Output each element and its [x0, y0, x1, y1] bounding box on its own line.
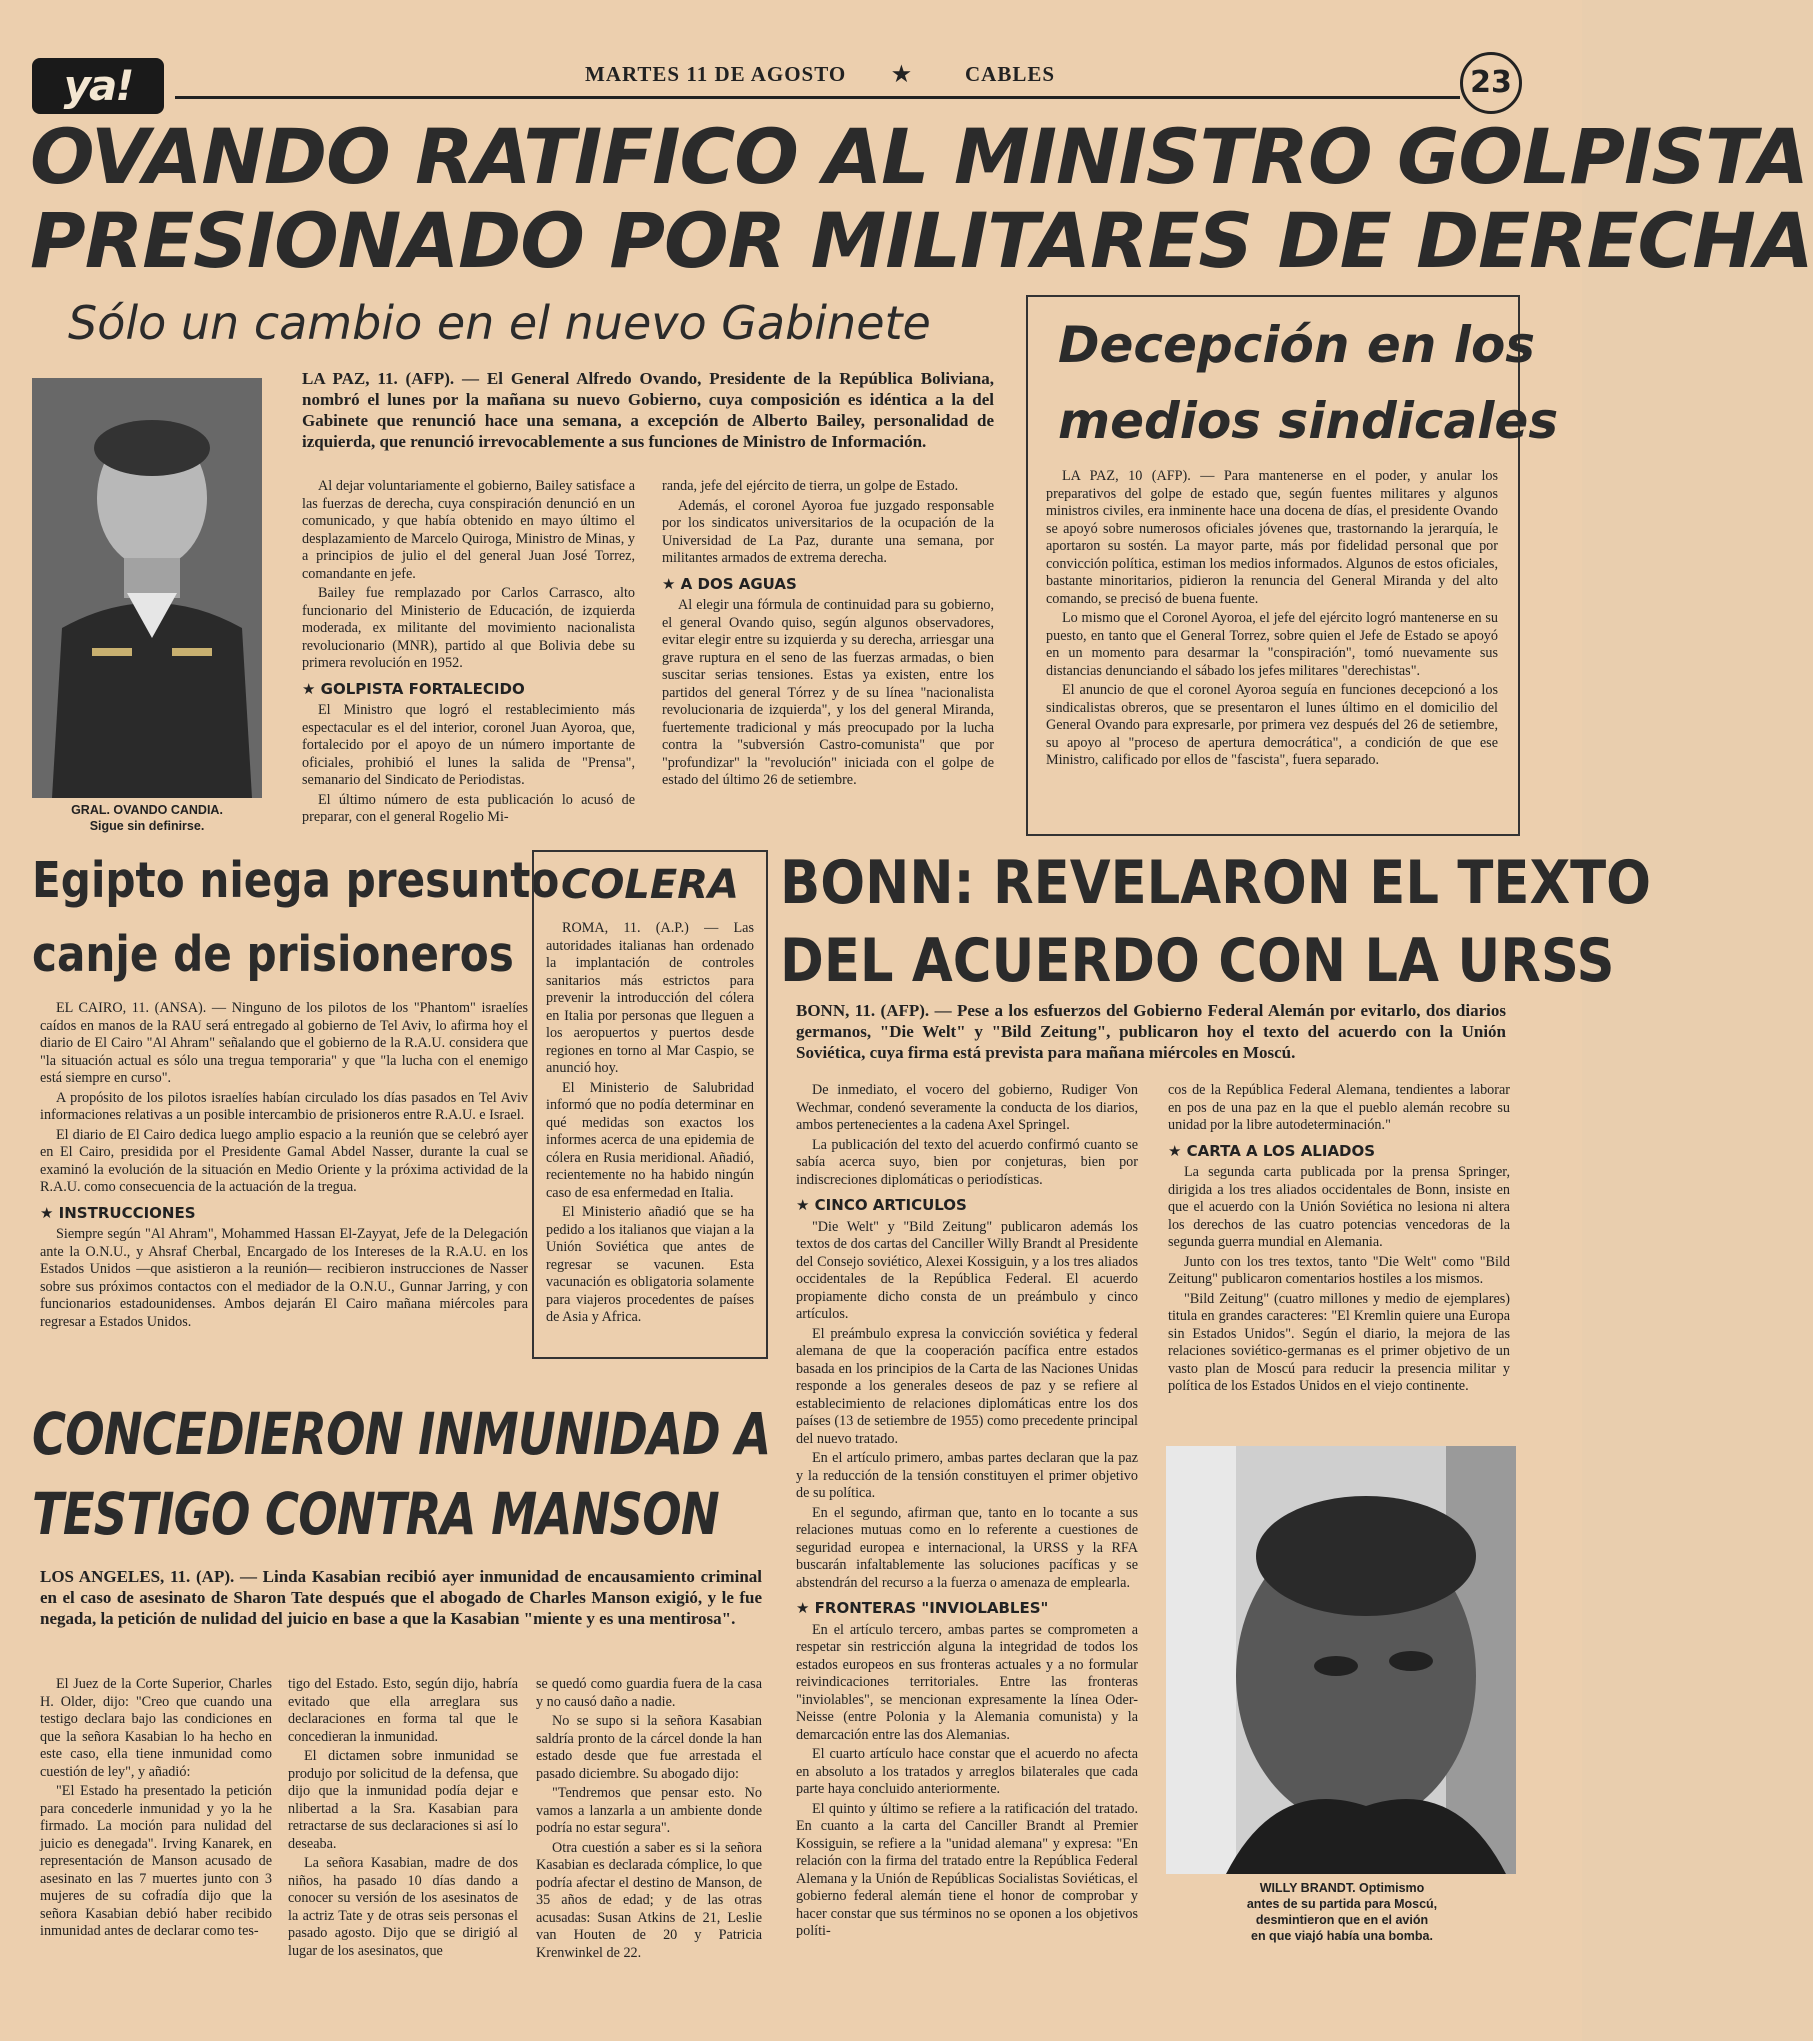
- paragraph: El Juez de la Corte Superior, Charles H. Older, dijo: "Creo que cuando una testigo declara bajo las condiciones en que la señora Kasabian lo ha hecho en este caso, ella tiene inmunidad como cuestión de ley", y añadió:: [40, 1676, 272, 1780]
- paragraph: El cuarto artículo hace constar que el acuerdo no afecta en absoluto a los tratados y arreglos bilaterales que cada parte haya concluido anteriormente.: [796, 1746, 1138, 1797]
- main-story-lead: LA PAZ, 11. (AFP). — El General Alfredo Ovando, Presidente de la República Boliviana, nombró el lunes por la mañana su nuevo Gobierno, cuya composición es idéntica a la del Gabinete que renunció hace una semana, a excepción de Alberto Bailey, personalidad de izquierda, que renunció irrevocablemente a sus funciones de Ministro de Información.: [302, 369, 994, 451]
- page-number: 23: [1460, 52, 1522, 114]
- section-heading: ★ GOLPISTA FORTALECIDO: [302, 679, 525, 698]
- paragraph: El último número de esta publicación lo acusó de preparar, con el general Rogelio Mi-: [302, 791, 635, 825]
- main-story-column-1: [302, 478, 635, 833]
- paragraph: El Ministerio de Salubridad informó que no podía determinar en qué medidas son exactos los informes acerca de una epidemia de cólera en Rusia meridional. Añadió, recientemente no ha habido ningún caso de esa enfermedad en Italia.: [546, 1079, 754, 1201]
- paragraph: Además, el coronel Ayoroa fue juzgado responsable por los sindicatos universitarios de la ocupación de la Universidad de La Paz, durante una semana, por militantes armados de extrema derecha.: [662, 497, 994, 566]
- bonn-column-1: [796, 1082, 1138, 2012]
- paragraph: randa, jefe del ejército de tierra, un golpe de Estado.: [662, 478, 959, 494]
- main-headline-line-1: OVANDO RATIFICO AL MINISTRO GOLPISTA: [30, 112, 1808, 201]
- paragraph: Bailey fue remplazado por Carlos Carrasco, alto funcionario del Ministerio de Educación, de izquierda moderada, ex militante del movimiento nacionalista revolucionario (MNR), partido al que Bolivia debe su primera revolución en 1952.: [302, 585, 635, 671]
- egipto-headline-line-2: canje de prisioneros: [32, 926, 514, 983]
- main-headline-line-2: PRESIONADO POR MILITARES DE DERECHA: [30, 196, 1813, 285]
- paragraph: El quinto y último se refiere a la ratificación del tratado. En cuanto a la carta del Canciller Brandt al Premier Kossiguin, se refiere a la "unidad alemana" y expresa: "En relación con la firma del tratado entre la República Federal Alemana y la Unión de Repúblicas Socialistas Soviéticas, el gobierno federal alemán tiene el honor de comprobar y hacer constar que sus términos no se oponen a los objetivos políti-: [796, 1800, 1138, 1939]
- paragraph: El anuncio de que el coronel Ayoroa seguía en funciones decepcionó a los sindicalistas obreros, que se presentaron el lunes último en el domicilio del General Ovando para expresarle, por primera vez después del 26 de setiembre, su apoyo al "proceso de apertura democrática", a condición de que ese Ministro, calificado por ellos de "fascista", fuera separado.: [1046, 682, 1498, 768]
- paragraph: Siempre según "Al Ahram", Mohammed Hassan El-Zayyat, Jefe de la Delegación ante la O.N.U., y Ahsraf Cherbal, Encargado de los Intereses de la R.A.U. en los Estados Unidos —que asistieron a la reunión— recibieron instrucciones de Nasser sobre sus próximos contactos con el mediador de la O.N.U., Gunnar Jarring, y con funcionarios estadounidenses. Ambos dejarán El Cairo mañana miércoles para regresar a Estados Unidos.: [40, 1226, 528, 1330]
- colera-title: COLERA: [561, 862, 739, 908]
- section-heading: ★ CINCO ARTICULOS: [796, 1196, 967, 1214]
- main-story-column-2: [662, 478, 994, 833]
- paragraph: La señora Kasabian, madre de dos niños, ha pasado 10 días dando a conocer su versión de los asesinatos de la actriz Tate y de otras seis personas el pasado agosto. Dijo que se dirigió al lugar de los asesinatos, que: [288, 1855, 518, 1959]
- paragraph: "El Estado ha presentado la petición para concederle inmunidad y yo la he firmado. La moción para nulidad del juicio es denegada". Irving Kanarek, en representación de Manson acusado de asesinato en las 7 muertes junto con 3 mujeres de su cofradía dijo que la señora Kasabian debió haber recibido inmunidad antes de declarar como tes-: [40, 1783, 272, 1939]
- paragraph: A propósito de los pilotos israelíes habían circulado los días pasados en Tel Aviv informaciones relativas a un posible intercambio de prisioneros entre R.A.U. e Israel.: [40, 1089, 528, 1123]
- main-subhead: Sólo un cambio en el nuevo Gabinete: [68, 296, 931, 350]
- bonn-column-2: [1168, 1082, 1510, 1432]
- paragraph: La segunda carta publicada por la prensa Springer, dirigida a los tres aliados occidentales de Bonn, insiste en que el acuerdo con la Unión Soviética no lesiona ni altera los derechos de las cuatro potencias vencedoras de la segunda guerra mundial en Alemania.: [1168, 1164, 1510, 1250]
- manson-column-3: [536, 1676, 762, 2016]
- egipto-headline-line-1: Egipto niega presunto: [32, 852, 560, 909]
- paragraph: El Ministro que logró el restablecimiento más espectacular es el del interior, coronel Juan Ayoroa, que, fortalecido por el apoyo de un número importante de oficiales, prohibió el lunes la salida de "Prensa", semanario del Sindicato de Periodistas.: [302, 702, 635, 788]
- brandt-caption-2: antes de su partida para Moscú,: [1246, 1897, 1438, 1911]
- decepcion-title-line-1: Decepción en los: [1058, 316, 1536, 374]
- ovando-portrait-icon: [32, 378, 262, 798]
- paragraph: En el segundo, afirman que, tanto en lo tocante a sus relaciones mutuas como en lo referente a cuestiones de seguridad europea e internacional, la URSS y la RFA buscarán infaltablemente las soluciones pacíficas y se abstendrán del recurso a la fuerza o amenaza de emplearla.: [796, 1504, 1138, 1591]
- paragraph: Junto con los tres textos, tanto "Die Welt" como "Bild Zeitung" publicaron comentarios hostiles a los mismos.: [1168, 1253, 1510, 1287]
- decepcion-title-line-2: medios sindicales: [1058, 392, 1559, 450]
- paragraph: "Tendremos que pensar esto. No vamos a lanzarla a un ambiente donde podría no estar segura".: [536, 1785, 762, 1836]
- section-heading: ★ INSTRUCCIONES: [40, 1203, 196, 1222]
- newspaper-logo: ya!: [32, 58, 164, 114]
- paragraph: La publicación del texto del acuerdo confirmó cuanto se sabía acerca suyo, bien por conjeturas, bien por indiscreciones diplomáticas o periodísticas.: [796, 1136, 1138, 1188]
- paragraph: El diario de El Cairo dedica luego amplio espacio a la reunión que se celebró ayer en El Cairo, presidida por el Presidente Gamal Abdel Nasser, durante la cual se examinó la evolución de la situación en Medio Oriente y la próxima actividad de la R.A.U. como consecuencia de la actuación de la tregua.: [40, 1126, 528, 1195]
- bonn-headline-line-1: BONN: REVELARON EL TEXTO: [780, 848, 1652, 918]
- manson-headline-line-2: TESTIGO CONTRA MANSON: [32, 1480, 719, 1548]
- section-heading: ★ CARTA A LOS ALIADOS: [1168, 1141, 1376, 1160]
- section-heading: ★ FRONTERAS "INVIOLABLES": [796, 1599, 1049, 1617]
- manson-lead: LOS ANGELES, 11. (AP). — Linda Kasabian recibió ayer inmunidad de encausamiento criminal en el caso de asesinato de Sharon Tate después que el abogado de Charles Manson exigió, y le fue negada, la petición de nulidad del juicio en base a que la Kasabian "miente y es una mentirosa".: [40, 1567, 762, 1628]
- bonn-headline-line-2: DEL ACUERDO CON LA URSS: [780, 926, 1615, 996]
- paragraph: En el artículo tercero, ambas partes se comprometen a respetar sin restricción alguna la integridad de todos los estados europeos en sus fronteras actuales y a no formular reivindicaciones territoriales. Entre las fronteras "inviolables", se mencionan expresamente la línea Oder-Neisse (entre Polonia y la Alemania comunista) y la demarcación entre las dos Alemanias.: [796, 1621, 1138, 1743]
- paragraph: No se supo si la señora Kasabian saldría pronto de la cárcel donde la han estado desde que fue arrestada el pasado diciembre. Su abogado dijo:: [536, 1713, 762, 1782]
- brandt-caption-3: desmintieron que en el avión: [1255, 1913, 1429, 1927]
- paragraph: LA PAZ, 10 (AFP). — Para mantenerse en el poder, y anular los preparativos del golpe de estado que, según fuentes militares y algunos ministros civiles, era inminente hace una docena de días, el presidente Ovando se apoyó sobre numerosos oficiales jóvenes que, trastornando la jerarquía, le aportaron su sostén. La mayor parte, más por fidelidad personal que por convicción política, estiman los medios informados. Algunos de estos oficiales, bastante minoritarios, pidieron la renuncia del General Miranda y del alto comando, se precisó de buena fuente.: [1046, 468, 1498, 607]
- paragraph: tigo del Estado. Esto, según dijo, habría evitado que ella arreglara sus declaraciones en forma tal que le concedieran la inmunidad.: [288, 1676, 518, 1745]
- section-heading: ★ A DOS AGUAS: [662, 574, 797, 593]
- paragraph: De inmediato, el vocero del gobierno, Rudiger Von Wechmar, condenó severamente la conducta de los diarios, ambos pertenecientes a la cadena Axel Springel.: [796, 1082, 1138, 1133]
- masthead-date: MARTES 11 DE AGOSTO: [585, 62, 847, 86]
- paragraph: cos de la República Federal Alemana, tendientes a laborar en pos de una paz en la que el pueblo alemán recobre su unidad por la libre autodeterminación.": [1168, 1082, 1510, 1133]
- manson-headline-line-1: CONCEDIERON INMUNIDAD A: [32, 1400, 771, 1468]
- paragraph: Al dejar voluntariamente el gobierno, Bailey satisface a las fuerzas de derecha, cuya conspiración denunció en un comunicado, y que había obtenido en mayo último el desplazamiento de Marcelo Quiroga, Ministro de Minas, y a principios de julio el del general Juan José Torrez, comandante en jefe.: [302, 478, 635, 582]
- colera-body: [546, 920, 754, 1345]
- paragraph: EL CAIRO, 11. (ANSA). — Ninguno de los pilotos de los "Phantom" israelíes caídos en manos de la RAU será entregado al gobierno de Tel Aviv, lo afirma hoy el diario de El Cairo "Al Ahram" señalando que el gobierno de la R.A.U. considera que "la situación actual es sólo una tregua temporaria" y que "la lucha con el enemigo está siempre en curso".: [40, 1000, 528, 1086]
- masthead-rule: [175, 96, 1460, 99]
- paragraph: "Die Welt" y "Bild Zeitung" publicaron además los textos de dos cartas del Canciller Willy Brandt al Presidente del Consejo soviético, Alexei Kossiguin, y a los tres aliados occidentales de la República Federal. El acuerdo propiamente dicho consta de un preámbulo y cinco artículos.: [796, 1218, 1138, 1322]
- masthead-section: CABLES: [965, 62, 1056, 86]
- bonn-lead: BONN, 11. (AFP). — Pese a los esfuerzos del Gobierno Federal Alemán por evitarlo, dos diarios germanos, "Die Welt" y "Bild Zeitung", publicaron hoy el texto del acuerdo con la Unión Soviética, cuya firma está prevista para mañana miércoles en Moscú.: [796, 1001, 1506, 1062]
- decepcion-body: [1046, 468, 1498, 823]
- paragraph: se quedó como guardia fuera de la casa y no causó daño a nadie.: [536, 1676, 762, 1710]
- masthead-star: ★: [892, 62, 912, 86]
- paragraph: En el artículo primero, ambas partes declaran que la paz y la reducción de la tensión constituyen el primer objetivo de su política.: [796, 1450, 1138, 1501]
- paragraph: Lo mismo que el Coronel Ayoroa, el jefe del ejército logró mantenerse en su puesto, en tanto que el General Torrez, sobre quien el Jefe de Estado se apoyó en un momento para desarmar la "conspiración", tomó nuevamente sus distancias denunciando el sábado los jefes militares "derechistas".: [1046, 610, 1498, 679]
- manson-column-2: [288, 1676, 518, 2016]
- paragraph: El dictamen sobre inmunidad se produjo por solicitud de la defensa, que dijo que la inmunidad podía dejar e nlibertad a la Sra. Kasabian para retractarse de sus declaraciones si así lo deseaba.: [288, 1748, 518, 1852]
- ovando-caption-1: GRAL. OVANDO CANDIA.: [71, 803, 223, 817]
- egipto-body: [40, 1000, 528, 1340]
- ovando-caption-2: Sigue sin definirse.: [89, 819, 205, 833]
- paragraph: El preámbulo expresa la convicción soviética y federal alemana de que la cooperación pacífica entre estados basada en los principios de la Carta de las Naciones Unidas responde a los generales deseos de paz y se refiere al establecimiento de relaciones diplomáticas entre los dos países (13 de setiembre de 1955) como precedente principal del nuevo tratado.: [796, 1325, 1138, 1447]
- manson-column-1: [40, 1676, 272, 2016]
- paragraph: "Bild Zeitung" (cuatro millones y medio de ejemplares) titula en grandes caracteres: "El Kremlin quiere una Europa sin Estados Unidos". Según el diario, la mejora de las relaciones soviético-germanas es el primer objetivo de un vasto plan de Moscú para reducir la presencia militar y política de los Estados Unidos en el viejo continente.: [1168, 1290, 1510, 1394]
- ovando-photo: [32, 378, 262, 798]
- brandt-portrait-icon: [1166, 1446, 1516, 1874]
- paragraph: ROMA, 11. (A.P.) — Las autoridades italianas han ordenado la implantación de controles sanitarios más estrictos para prevenir la introducción del cólera en Italia por personas que lleguen a los aeropuertos y puertos desde regiones en torno al Mar Caspio, se anunció hoy.: [546, 920, 754, 1076]
- paragraph: Al elegir una fórmula de continuidad para su gobierno, el general Ovando quiso, según algunos observadores, evitar elegir entre su izquierda y su derecha, arriesgar una grave ruptura en el seno de las fuerzas armadas, o bien suscitar serias tensiones. Estas ya existen, entre los partidos del general Tórrez y de su línea "nacionalista revolucionaria de izquierda", y los del general Miranda, fuertemente tradicional y más preocupado por la lucha contra la "subversión Castro-comunista" que por "profundizar" la "revolución" iniciada con el golpe de estado del último 26 de setiembre.: [662, 597, 994, 788]
- brandt-caption-1: WILLY BRANDT. Optimismo: [1259, 1881, 1425, 1895]
- brandt-caption-4: en que viajó había una bomba.: [1251, 1929, 1433, 1943]
- paragraph: El Ministerio añadió que se ha pedido a los italianos que viajan a la Unión Soviética que antes de regresar se vacunen. Esta vacunación es obligatoria solamente para viajeros procedentes de países de Asia y Africa.: [546, 1204, 754, 1325]
- paragraph: Otra cuestión a saber es si la señora Kasabian es declarada cómplice, lo que podría afectar el destino de Manson, de 35 años de edad; y de las otras acusadas: Susan Atkins de 21, Leslie van Houten de 20 y Patricia Krenwinkel de 22.: [536, 1839, 762, 1961]
- brandt-photo: [1166, 1446, 1516, 1874]
